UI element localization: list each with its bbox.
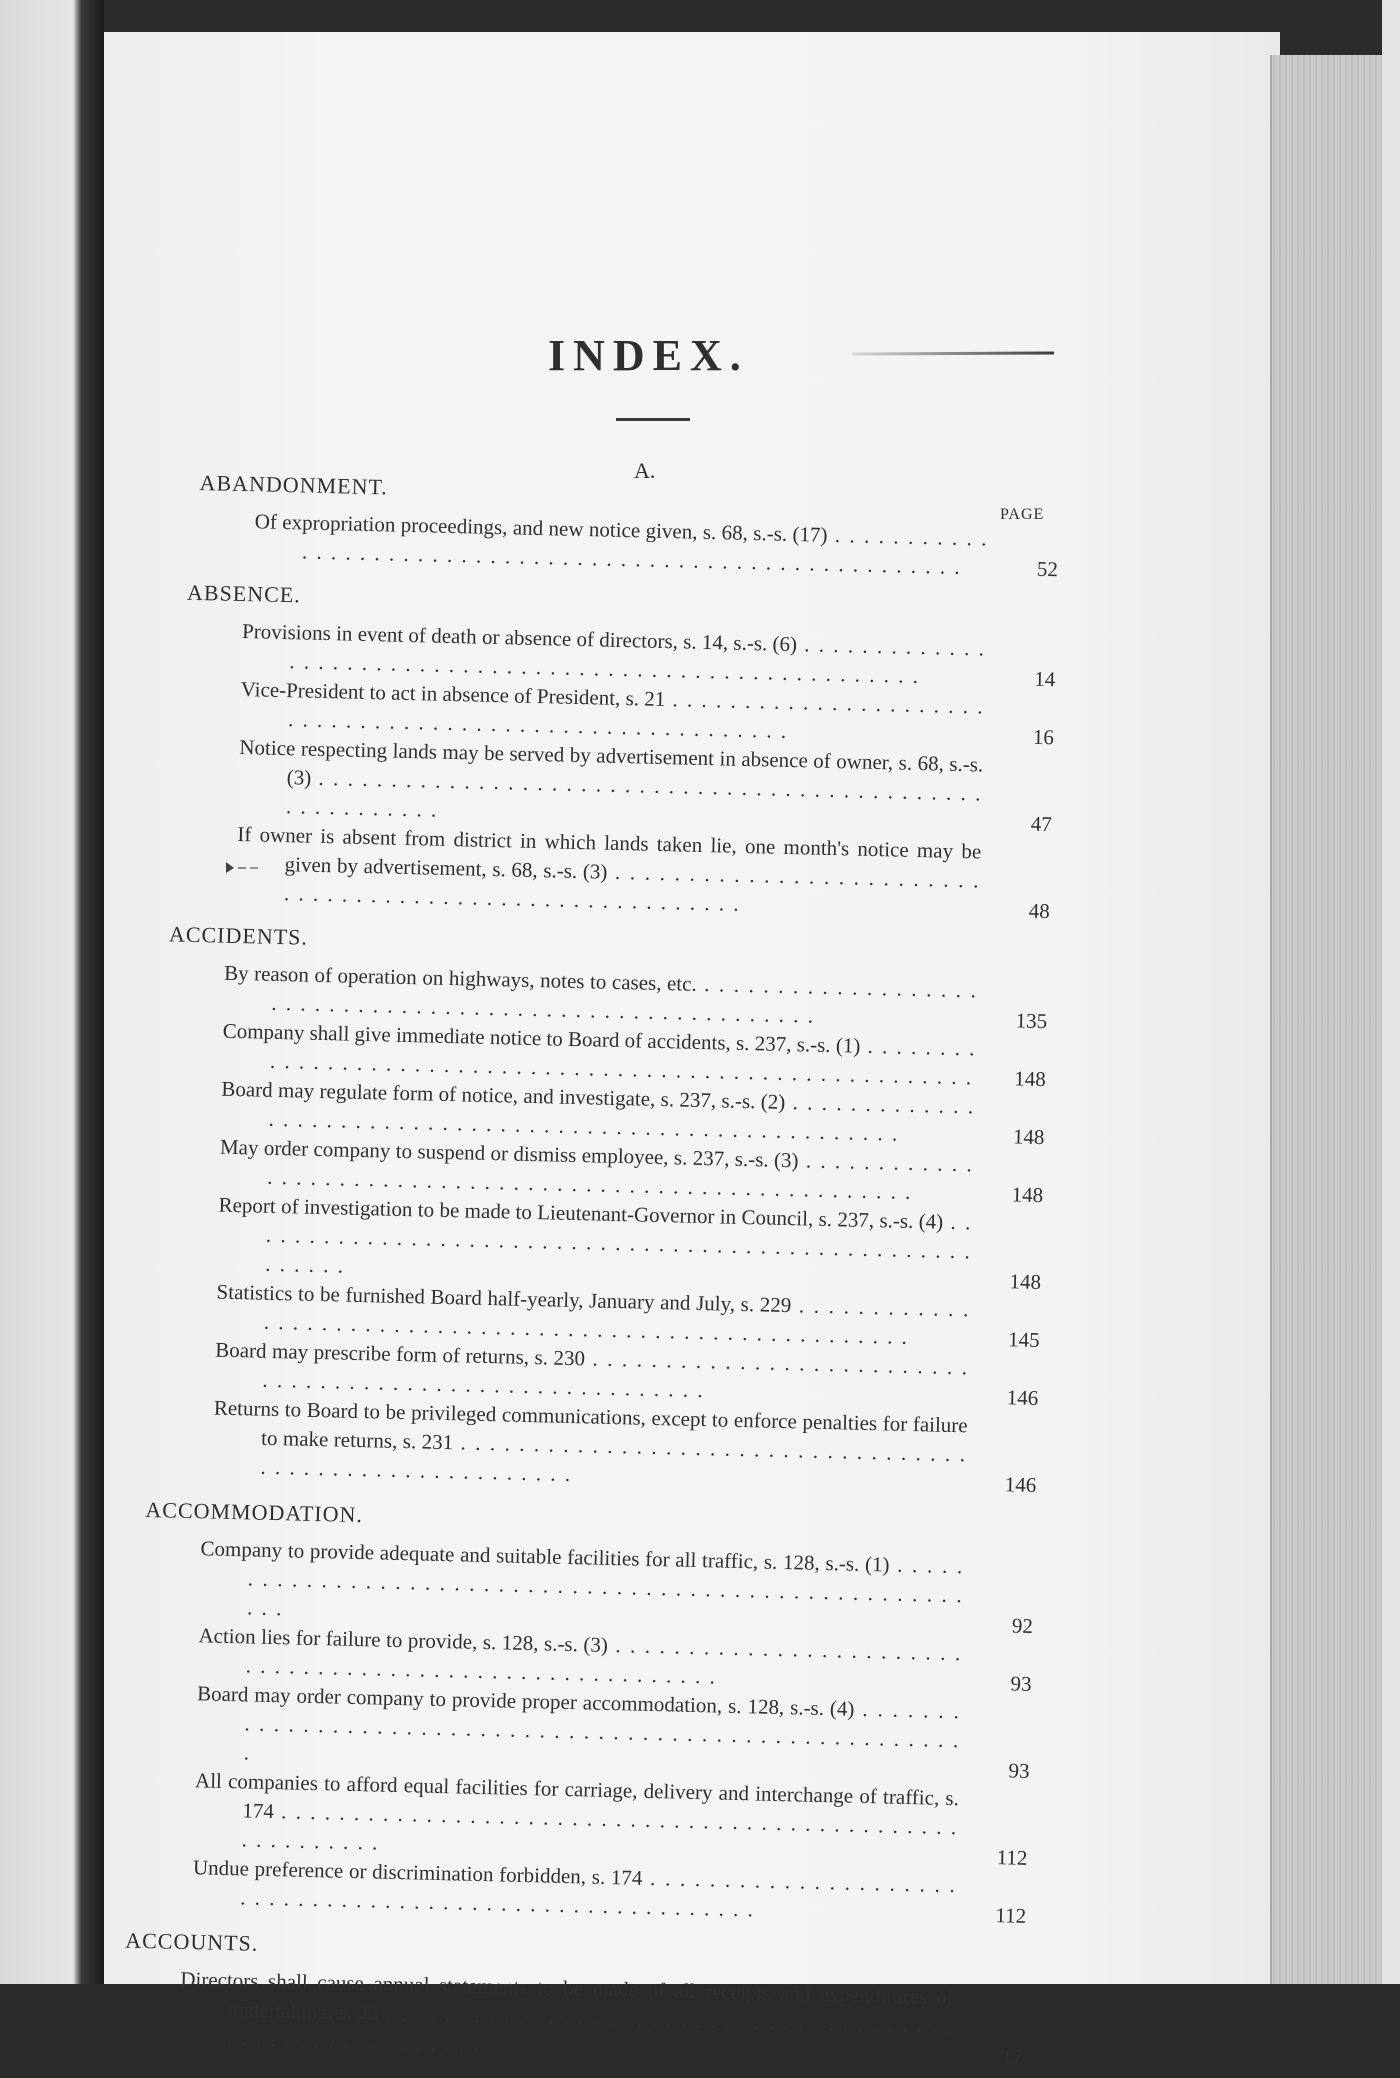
page-column-label: PAGE — [1000, 506, 1045, 523]
entry-text: Provisions in event of death or absence of directors, s. 14, s.-s. (6) . . . — [242, 619, 986, 688]
entry-page-number: 48 — [1028, 898, 1051, 924]
section-heading: ACCOMMODATION. — [145, 1497, 364, 1528]
entry-text: Action lies for failure to provide, s. 128, s.-s. (3) . . . — [198, 1623, 962, 1688]
title-divider — [616, 418, 690, 421]
scan-background-right — [1382, 0, 1400, 1984]
entry-text: Board may order company to provide proper accommodation, s. 128, s.-s. (4) . . . — [197, 1681, 961, 1764]
index-entry-body — [198, 506, 1059, 584]
entry-text: All companies to afford equal facilities for carriage, delivery and interchange of traffic, s. 174 . . . — [195, 1768, 959, 1854]
entry-page-number: 47 — [1030, 811, 1053, 837]
section-heading: ABSENCE. — [186, 579, 302, 608]
index-body — [125, 468, 1060, 2078]
entry-text: If owner is absent from district in which lands taken lie, one month's notice may be given by advertisement, s. 68, s.-s. (3) . . . — [237, 822, 981, 916]
entry-text: Notice respecting lands may be served by advertisement in absence of owner, s. 68, s.-s. (3) . . . — [239, 735, 983, 822]
entry-text: Statistics to be furnished Board half-yearly, January and July, s. 229 . . . — [216, 1280, 970, 1349]
entry-text: May order company to suspend or dismiss employee, s. 237, s.-s. (3) . . . — [220, 1135, 974, 1204]
index-entry — [198, 506, 1059, 584]
entry-page-number: 148 — [1012, 1124, 1045, 1150]
entry-page-number: 145 — [1007, 1327, 1040, 1353]
entry-text: Undue preference or discrimination forbidden, s. 174 . . . — [193, 1855, 957, 1921]
entry-page-number: 52 — [1036, 556, 1059, 582]
entry-text: Directors shall cause annual statements to be made of all receipts and expenditures of undertaking, s. 23 . . . — [180, 1967, 954, 2056]
entry-page-number: 135 — [1015, 1008, 1048, 1034]
entry-page-number: 14 — [1033, 666, 1056, 692]
entry-text: Report of investigation to be made to Lieutenant-Governor in Council, s. 237, s.-s. (4) . . . — [218, 1193, 972, 1278]
entry-page-number: 148 — [1009, 1269, 1042, 1295]
letter-heading: A. — [634, 458, 656, 483]
entry-text: Vice-President to act in absence of President, s. 21 . . . — [241, 677, 985, 743]
entry-text: Returns to Board to be privileged communications, except to enforce penalties for failure to make returns, s. 231 . . . — [214, 1396, 968, 1486]
entry-page-number: 112 — [995, 1903, 1027, 1928]
left-page-edge — [0, 0, 104, 1984]
index-entry — [163, 1965, 1025, 2072]
entry-page-number: 93 — [1008, 1758, 1030, 1783]
index-entry-body — [123, 1964, 1025, 2072]
section-heading: ACCOUNTS. — [125, 1927, 259, 1956]
entry-page-number: 112 — [996, 1845, 1028, 1870]
entry-text: Company shall give immediate notice to Board of accidents, s. 237, s.-s. (1) . . . — [222, 1019, 976, 1090]
page-title: INDEX. — [548, 331, 749, 380]
section-heading: ACCIDENTS. — [168, 921, 309, 950]
entry-page-number: 16 — [1032, 724, 1055, 750]
index-section — [145, 1496, 1036, 1931]
entry-page-number: 148 — [1011, 1182, 1044, 1208]
entry-page-number: 93 — [1010, 1671, 1032, 1696]
entry-page-number: 92 — [1011, 1613, 1034, 1638]
index-section — [168, 920, 1049, 1500]
page-stack-edge — [1270, 55, 1382, 1984]
entry-text: Of expropriation proceedings, and new notice given, s. 68, s.-s. (17) . . . — [254, 509, 988, 579]
entry-page-number: 146 — [1004, 1472, 1037, 1497]
index-section — [186, 578, 1057, 926]
entry-text: By reason of operation on highways, notes to cases, etc. . . . — [224, 961, 978, 1028]
entry-text: Board may prescribe form of returns, s. 230 . . . — [215, 1338, 969, 1403]
entry-page-number: 146 — [1006, 1385, 1039, 1411]
entry-page-number: 17 — [1001, 2044, 1024, 2069]
index-section — [198, 468, 1060, 584]
entry-text: Board may regulate form of notice, and investigate, s. 237, s.-s. (2) . . . — [221, 1077, 975, 1146]
entry-text: Company to provide adequate and suitable facilities for all traffic, s. 128, s.-s. (1) . . . — [200, 1536, 964, 1620]
entry-page-number: 148 — [1014, 1066, 1047, 1092]
scan-background-top — [0, 0, 1400, 32]
index-section — [125, 1927, 1026, 2072]
section-heading: ABANDONMENT. — [199, 469, 389, 500]
